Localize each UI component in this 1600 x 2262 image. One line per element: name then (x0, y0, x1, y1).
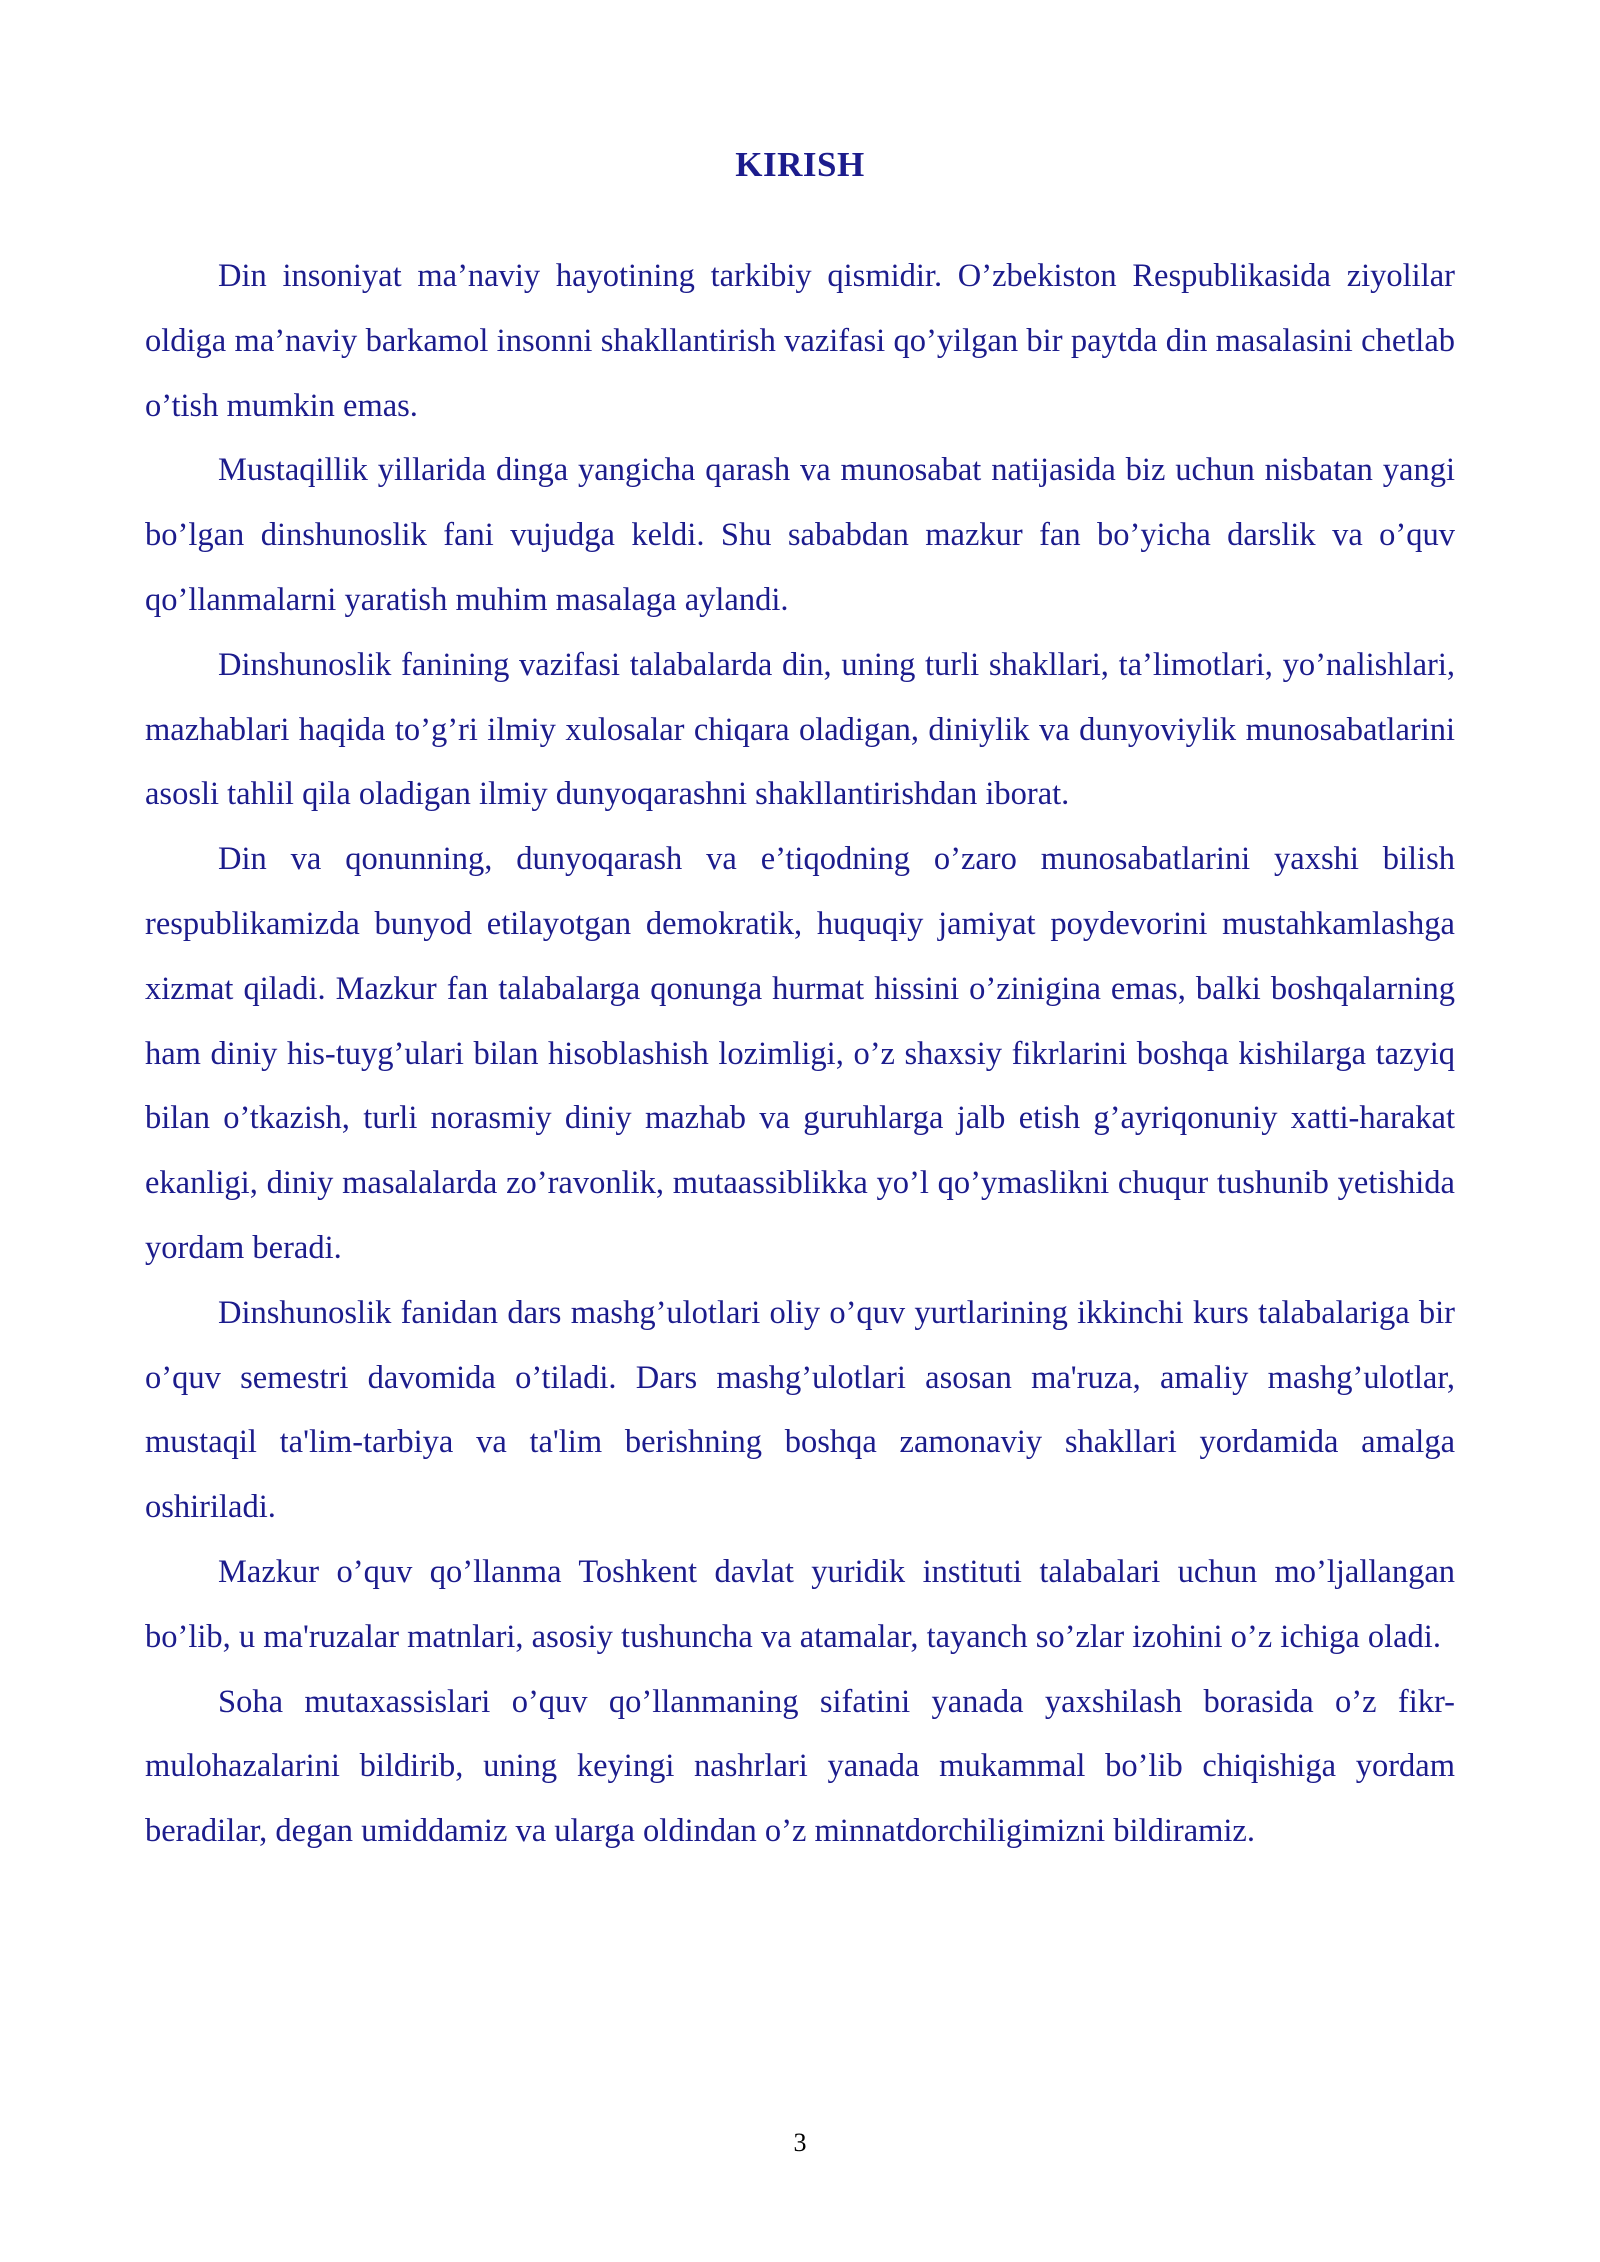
page-title: KIRISH (735, 145, 865, 184)
paragraph-7: Soha mutaxassislari o’quv qo’llanmaning sifatini yanada yaxshilash borasida o’z fikr-mulohazalarini bildirib, uning keyingi nashrlari yanada mukammal bo’lib chiqishiga yordam beradilar, degan umiddamiz va ularga oldindan o’z minnatdorchiligimizni bildiramiz. (145, 1683, 1455, 1850)
paragraph-2: Mustaqillik yillarida dinga yangicha qarash va munosabat natijasida biz uchun nisbatan yangi bo’lgan dinshunoslik fani vujudga keldi. Shu sababdan mazkur fan bo’yicha darslik va o’quv qo’llanmalarni yaratish muhim masalaga aylandi. (145, 452, 1455, 618)
document-body (145, 244, 1455, 1864)
paragraph-5: Dinshunoslik fanidan dars mashg’ulotlari oliy o’quv yurtlarining ikkinchi kurs talabalariga bir o’quv semestri davomida o’tiladi. Dars mashg’ulotlari asosan ma'ruza, amaliy mashg’ulotlar, mustaqil ta'lim-tarbiya va ta'lim berishning boshqa zamonaviy shakllari yordamida amalga oshiriladi. (145, 1294, 1455, 1526)
paragraph-4: Din va qonunning, dunyoqarash va e’tiqodning o’zaro munosabatlarini yaxshi bilish respublikamizda bunyod etilayotgan demokratik, huquqiy jamiyat poydevorini mustahkamlashga xizmat qiladi. Mazkur fan talabalarga qonunga hurmat hissini o’zinigina emas, balki boshqalarning ham diniy his-tuyg’ulari bilan hisoblashish lozimligi, o’z shaxsiy fikrlarini boshqa kishilarga tazyiq bilan o’tkazish, turli norasmiy diniy mazhab va guruhlarga jalb etish g’ayriqonuniy xatti-harakat ekanligi, diniy masalalarda zo’ravonlik, mutaassiblikka yo’l qo’ymaslikni chuqur tushunib yetishida yordam beradi. (145, 841, 1455, 1266)
paragraph-1: Din insoniyat ma’naviy hayotining tarkibiy qismidir. O’zbekiston Respublikasida ziyolilar oldiga ma’naviy barkamol insonni shakllantirish vazifasi qo’yilgan bir paytda din masalasini chetlab o’tish mumkin emas. (145, 258, 1455, 424)
paragraph-3: Dinshunoslik fanining vazifasi talabalarda din, uning turli shakllari, ta’limotlari, yo’nalishlari, mazhablari haqida to’g’ri ilmiy xulosalar chiqara oladigan, diniylik va dunyoviylik munosabatlarini asosli tahlil qila oladigan ilmiy dunyoqarashni shakllantirishdan iborat. (145, 646, 1455, 813)
page-number: 3 (793, 2128, 807, 2157)
paragraph-6: Mazkur o’quv qo’llanma Toshkent davlat yuridik instituti talabalari uchun mo’ljallangan bo’lib, u ma'ruzalar matnlari, asosiy tushuncha va atamalar, tayanch so’zlar izohini o’z ichiga oladi. (145, 1553, 1455, 1655)
